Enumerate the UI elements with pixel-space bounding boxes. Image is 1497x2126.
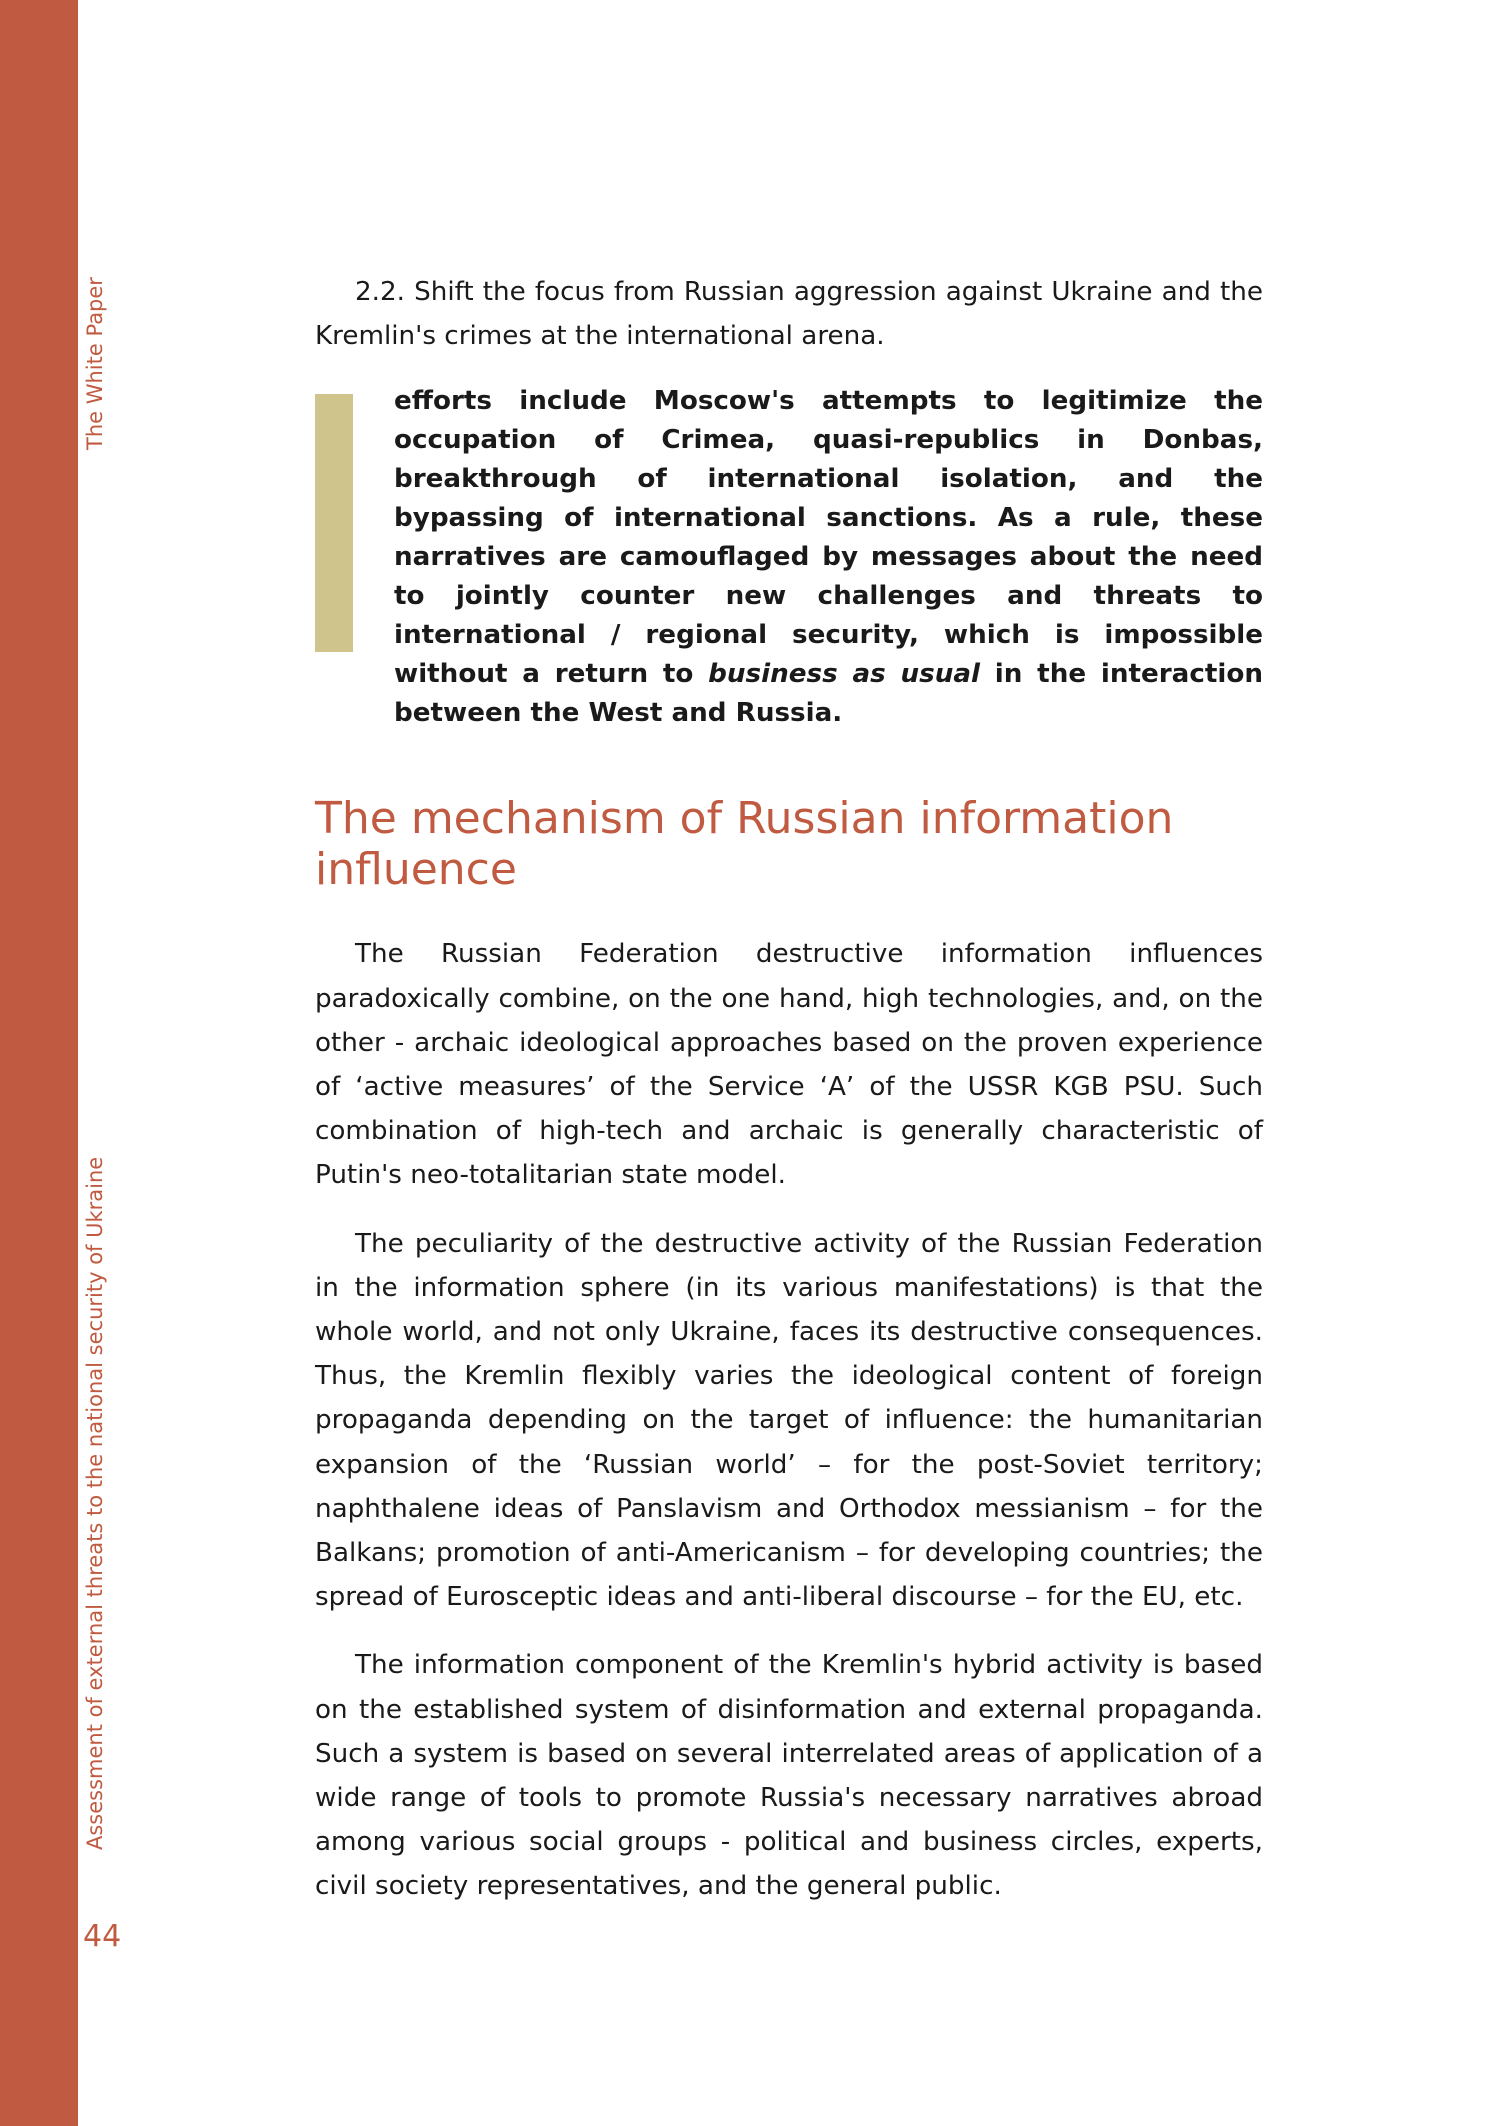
section-title: Assessment of external threats to the national security of Ukraine	[83, 1156, 107, 1850]
body-paragraph-2: The peculiarity of the destructive activity of the Russian Federation in the information sphere (in its various manifestations) is that the whole world, and not only Ukraine, faces its destructive consequences. Thus, the Kremlin flexibly varies the ideological content of foreign propaganda depending on the target of influence: the humanitarian expansion of the ‘Russian world’ – for the post-Soviet territory; naphthalene ideas of Panslavism and Orthodox messianism – for the Balkans; promotion of anti-Americanism – for developing countries; the spread of Eurosceptic ideas and anti-liberal discourse – for the EU, etc.	[315, 1228, 1263, 1613]
callout-emphasis: business as usual	[708, 659, 981, 690]
callout-bar	[315, 394, 353, 652]
callout-text-after: in the interaction between the West and Russia.	[394, 659, 1264, 729]
callout-block	[315, 382, 1263, 733]
callout-text-before: efforts include Moscow's attempts to legitimize the occupation of Crimea, quasi-republics in Donbas, breakthrough of international isolation, and the bypassing of international sanctions. As a rule, these narratives are camouflaged by messages about the need to jointly counter new challenges and threats to international / regional security, which is impossible without a return to	[394, 386, 1263, 690]
main-content	[315, 270, 1263, 1933]
callout-text	[394, 382, 1263, 733]
intro-point: 2.2. Shift the focus from Russian aggression against Ukraine and the Kremlin's crimes at the international arena.	[315, 277, 1263, 352]
running-title: The White Paper	[83, 277, 107, 450]
section-heading: The mechanism of Russian information influence	[315, 793, 1174, 896]
sidebar-band	[0, 0, 78, 2126]
body-paragraph-3: The information component of the Kremlin's hybrid activity is based on the established system of disinformation and external propaganda. Such a system is based on several interrelated areas of application of a wide range of tools to promote Russia's necessary narratives abroad among various social groups - political and business circles, experts, civil society representatives, and the general public.	[315, 1650, 1263, 1902]
page-number: 44	[83, 1919, 122, 1954]
body-paragraph-1: The Russian Federation destructive information influences paradoxically combine, on the one hand, high technologies, and, on the other - archaic ideological approaches based on the proven experience of ‘active measures’ of the Service ‘A’ of the USSR KGB PSU. Such combination of high-tech and archaic is generally characteristic of Putin's neo-totalitarian state model.	[315, 939, 1263, 1191]
